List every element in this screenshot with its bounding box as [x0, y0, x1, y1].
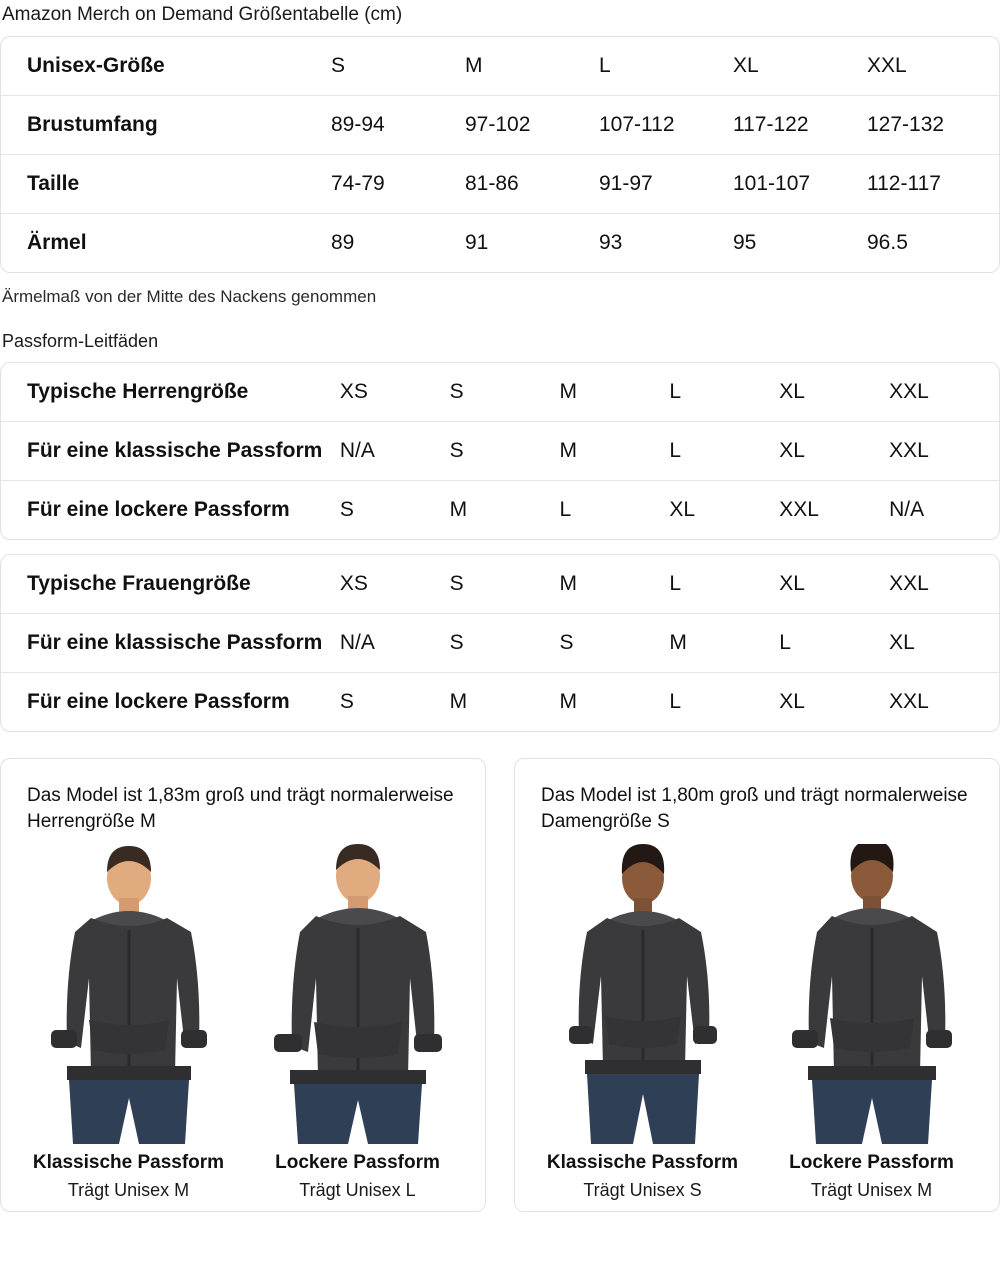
- row-label-sleeve: Ärmel: [1, 214, 331, 273]
- row-label-womens-relaxed-fit: Für eine lockere Passform: [1, 673, 340, 732]
- mens-fit-table: [1, 363, 999, 539]
- page-title: Amazon Merch on Demand Größentabelle (cm): [2, 4, 403, 25]
- cell-womens-relaxed-1: S: [340, 673, 450, 732]
- row-label-waist: Taille: [1, 155, 331, 214]
- cell-womens-relaxed-3: M: [560, 673, 670, 732]
- row-label-chest: Brustumfang: [1, 96, 331, 155]
- cell-womens-classic-3: S: [560, 614, 670, 673]
- cell-sleeve-l: 93: [599, 214, 733, 273]
- cell-womens-relaxed-4: L: [669, 673, 779, 732]
- cell-mens-typical-5: XL: [779, 380, 805, 403]
- cell-mens-classic-5: XL: [779, 422, 889, 481]
- cell-waist-xl: 101-107: [733, 155, 867, 214]
- male-model-caption: Das Model ist 1,83m groß und trägt normalerweise Herrengröße M: [27, 785, 454, 832]
- female-model-figures: [533, 844, 981, 1144]
- male-model-hoodie-icon: [29, 844, 229, 1144]
- column-header-xl: XL: [733, 54, 759, 77]
- cell-womens-typical-5: XL: [779, 572, 805, 595]
- cell-sleeve-xxl: 96.5: [867, 214, 1000, 273]
- female-classic-label: [533, 1152, 752, 1201]
- female-figure-labels: [533, 1152, 981, 1201]
- table-row: [1, 96, 1000, 155]
- row-label-mens-classic-fit: Für eine klassische Passform: [1, 422, 340, 481]
- cell-mens-classic-3: M: [560, 422, 670, 481]
- cell-womens-classic-2: S: [450, 614, 560, 673]
- cell-chest-l: 107-112: [599, 96, 733, 155]
- cell-waist-m: 81-86: [465, 155, 599, 214]
- cell-womens-typical-4: L: [669, 572, 682, 595]
- cell-mens-classic-6: XXL: [889, 422, 999, 481]
- cell-waist-l: 91-97: [599, 155, 733, 214]
- cell-chest-s: 89-94: [331, 96, 465, 155]
- table-row: [1, 555, 999, 614]
- cell-womens-relaxed-6: XXL: [889, 673, 999, 732]
- male-relaxed-fit-size: Trägt Unisex L: [299, 1180, 416, 1201]
- cell-mens-relaxed-5: XXL: [779, 481, 889, 540]
- column-header-s: S: [331, 54, 346, 77]
- cell-chest-xxl: 127-132: [867, 96, 1000, 155]
- male-figure-labels: [19, 1152, 467, 1201]
- mens-fit-table-card: [0, 362, 1000, 540]
- cell-womens-typical-6: XXL: [889, 572, 929, 595]
- cell-mens-relaxed-3: L: [560, 481, 670, 540]
- male-relaxed-label: [248, 1152, 467, 1201]
- male-model-hoodie-icon: [258, 844, 458, 1144]
- cell-mens-relaxed-4: XL: [669, 481, 779, 540]
- cell-mens-typical-4: L: [669, 380, 682, 403]
- cell-mens-typical-2: S: [449, 380, 464, 403]
- column-header-l: L: [599, 54, 611, 77]
- fit-guides-label: Passform-Leitfäden: [2, 331, 159, 351]
- cell-mens-typical-3: M: [559, 380, 578, 403]
- womens-fit-table-card: [0, 554, 1000, 732]
- table-row: [1, 155, 1000, 214]
- cell-sleeve-s: 89: [331, 214, 465, 273]
- cell-chest-xl: 117-122: [733, 96, 867, 155]
- cell-womens-relaxed-2: M: [450, 673, 560, 732]
- table-row: [1, 214, 1000, 273]
- male-model-figures: [19, 844, 467, 1144]
- female-classic-fit-name: Klassische Passform: [546, 1152, 739, 1174]
- cell-womens-classic-1: N/A: [340, 614, 450, 673]
- model-cards-row: [0, 758, 1000, 1212]
- male-relaxed-figure: [248, 844, 467, 1144]
- male-relaxed-fit-name: Lockere Passform: [275, 1152, 440, 1174]
- cell-womens-classic-5: L: [779, 614, 889, 673]
- cell-mens-relaxed-6: N/A: [889, 481, 999, 540]
- female-relaxed-figure: [762, 844, 981, 1144]
- male-classic-label: [19, 1152, 238, 1201]
- female-model-hoodie-icon: [772, 844, 972, 1144]
- column-header-xxl: XXL: [867, 54, 907, 77]
- row-label-typical-mens-size: Typische Herrengröße: [27, 380, 249, 403]
- cell-mens-relaxed-2: M: [450, 481, 560, 540]
- cell-womens-relaxed-5: XL: [779, 673, 889, 732]
- cell-womens-classic-4: M: [669, 614, 779, 673]
- cell-waist-s: 74-79: [331, 155, 465, 214]
- male-model-card: [0, 758, 486, 1212]
- male-classic-fit-name: Klassische Passform: [32, 1152, 225, 1174]
- sleeve-measure-note: Ärmelmaß von der Mitte des Nackens genommen: [2, 287, 377, 306]
- female-model-caption: Das Model ist 1,80m groß und trägt normalerweise Damengröße S: [541, 785, 968, 832]
- table-row: [1, 422, 999, 481]
- female-relaxed-label: [762, 1152, 981, 1201]
- cell-womens-typical-1: XS: [339, 572, 368, 595]
- cell-womens-typical-2: S: [449, 572, 464, 595]
- cell-mens-typical-1: XS: [339, 380, 368, 403]
- measurements-table-card: [0, 36, 1000, 273]
- female-relaxed-fit-name: Lockere Passform: [789, 1152, 954, 1174]
- table-row: [1, 481, 999, 540]
- female-model-hoodie-icon: [543, 844, 743, 1144]
- cell-mens-typical-6: XXL: [889, 380, 929, 403]
- male-classic-fit-size: Trägt Unisex M: [67, 1180, 190, 1201]
- womens-fit-table: [1, 555, 999, 731]
- cell-mens-classic-2: S: [450, 422, 560, 481]
- table-row-header: [1, 37, 1000, 96]
- row-label-mens-relaxed-fit: Für eine lockere Passform: [1, 481, 340, 540]
- row-label-typical-womens-size: Typische Frauengröße: [27, 572, 251, 595]
- table-row: [1, 363, 999, 422]
- cell-mens-classic-4: L: [669, 422, 779, 481]
- cell-womens-typical-3: M: [559, 572, 578, 595]
- female-classic-figure: [533, 844, 752, 1144]
- table-row: [1, 673, 999, 732]
- female-classic-fit-size: Trägt Unisex S: [583, 1180, 702, 1201]
- female-relaxed-fit-size: Trägt Unisex M: [810, 1180, 933, 1201]
- row-label-womens-classic-fit: Für eine klassische Passform: [1, 614, 340, 673]
- male-classic-figure: [19, 844, 238, 1144]
- cell-waist-xxl: 112-117: [867, 155, 1000, 214]
- female-model-card: [514, 758, 1000, 1212]
- cell-womens-classic-6: XL: [889, 614, 999, 673]
- cell-sleeve-m: 91: [465, 214, 599, 273]
- cell-mens-relaxed-1: S: [340, 481, 450, 540]
- measurements-table: [1, 37, 1000, 272]
- column-header-unisex-size: Unisex-Größe: [27, 54, 165, 77]
- cell-mens-classic-1: N/A: [340, 422, 450, 481]
- table-row: [1, 614, 999, 673]
- column-header-m: M: [465, 54, 483, 77]
- cell-sleeve-xl: 95: [733, 214, 867, 273]
- cell-chest-m: 97-102: [465, 96, 599, 155]
